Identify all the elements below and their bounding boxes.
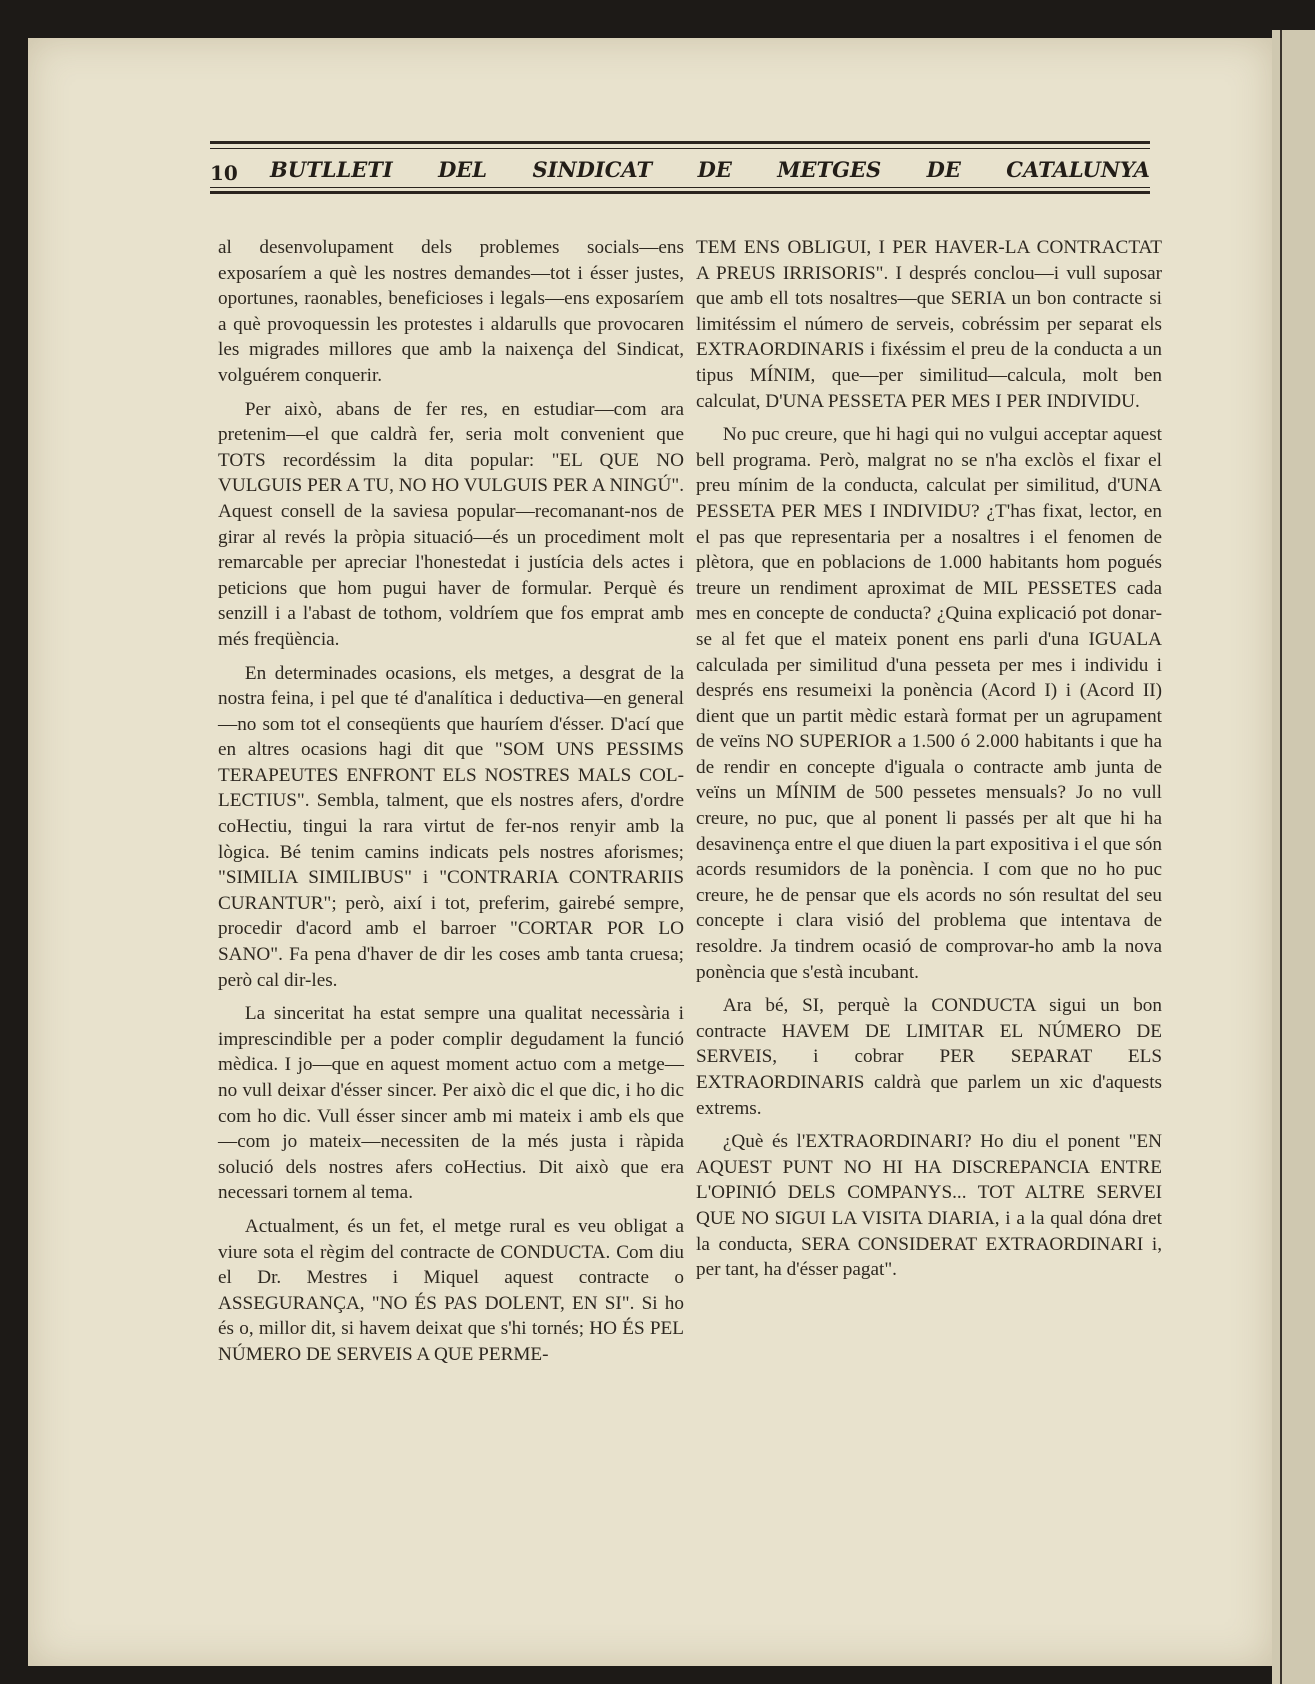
- title-word: DE: [697, 157, 732, 182]
- journal-title: [270, 157, 1150, 182]
- title-word: DEL: [438, 157, 488, 182]
- page-number: 10: [210, 161, 238, 185]
- paragraph: La sinceritat ha estat sempre una qualitat necessària i imprescindible per a poder complir degudament la funció mèdica. I jo—que en aquest moment actuo com a metge—no vull deixar d'ésser sincer. Per això dic el que dic, i ho dic com ho dic. Vull ésser sincer amb mi mateix i amb els que—com jo mateix—necessiten de la més justa i ràpida solució dels nostres afers coHectius. Dit això que era necessari tornem al tema.: [218, 1003, 684, 1204]
- paragraph: TEM ENS OBLIGUI, I PER HAVER-LA CONTRACTAT A PREUS IRRISORIS". I després conclou—i vull suposar que amb ell tots nosaltres—que SERIA un bon contracte si limitéssim el número de serveis, cobréssim per separat els EXTRAORDINARIS i fixéssim el preu de la conducta a un tipus MÍNIM, que—per similitud—calcula, molt ben calculat, D'UNA PESSETA PER MES I PER INDIVIDU.: [696, 237, 1162, 412]
- title-word: DE: [926, 157, 961, 182]
- paragraph: ¿Què és l'EXTRAORDINARI? Ho diu el ponent "EN AQUEST PUNT NO HI HA DISCREPANCIA ENTRE L'OPINIÓ DELS COMPANYS... TOT ALTRE SERVEI QUE NO SIGUI LA VISITA DIARIA, i a la qual dóna dret la conducta, SERA CONSIDERAT EXTRAORDINARI i, per tant, ha d'ésser pagat".: [696, 1131, 1162, 1281]
- page-header: [210, 141, 1150, 195]
- header-rule-bottom: [210, 191, 1150, 194]
- paragraph: Actualment, és un fet, el metge rural es veu obligat a viure sota el règim del contracte de CONDUCTA. Com diu el Dr. Mestres i Miquel aquest contracte o ASSEGURANÇA, "NO ÉS PAS DOLENT, EN SI". Si ho és o, millor dit, si havem deixat que s'hi tornés; HO ÉS PEL NÚMERO DE SERVEIS A QUE PERME-: [218, 1215, 684, 1365]
- left-column: [218, 235, 684, 1376]
- right-column: [696, 235, 1162, 1291]
- header-rule-top-thin: [210, 148, 1150, 149]
- next-page-edge: [1272, 30, 1315, 1684]
- title-word: METGES: [777, 157, 882, 182]
- paragraph: Per això, abans de fer res, en estudiar—com ara pretenim—el que caldrà fer, seria molt convenient que TOTS recordéssim la dita popular: "EL QUE NO VULGUIS PER A TU, NO HO VULGUIS PER A NINGÚ". Aquest consell de la saviesa popular—recomanant-nos de girar al revés la pròpia situació—és un procediment molt remarcable per apreciar l'honestedat i justícia dels actes i peticions que hom pugui haver de formular. Perquè és senzill i a l'abast de tothom, voldríem que fos emprat amb més freqüència.: [218, 398, 684, 650]
- paragraph: No puc creure, que hi hagi qui no vulgui acceptar aquest bell programa. Però, malgrat no se n'ha exclòs el fixar el preu mínim de la conducta, calculat per similitud, d'UNA PESSETA PER MES I INDIVIDU? ¿T'has fixat, lector, en el pas que representaria per a nosaltres i el fenomen de plètora, que en poblacions de 1.000 habitants hom pogués treure un rendiment aproximat de MIL PESSETES cada mes en concepte de conducta? ¿Quina explicació pot donar-se al fet que el mateix ponent ens parli d'una IGUALA calculada per similitud d'una pesseta per mes i individu i després ens resumeixi la ponència (Acord I) i (Acord II) dient que un partit mèdic estarà format per un agrupament de veïns NO SUPERIOR a 1.500 ó 2.000 habitants i que ha de rendir en concepte d'iguala o contracte amb junta de veïns un MÍNIM de 500 pessetes mensuals? Jo no vull creure, no puc, que al ponent li passés per alt que hi ha desavinença entre el que diuen la part expositiva i el que són acords resumidors de la ponència. I com que no ho puc creure, he de pensar que els acords no són resultat del seu concepte i clara visió del problema que intentava de resoldre. Ja tindrem ocasió de comprovar-ho amb la nova ponència que s'està incubant.: [696, 424, 1162, 983]
- header-rule-top: [210, 141, 1150, 144]
- header-rule-bottom-thin: [210, 187, 1150, 188]
- title-word: CATALUNYA: [1006, 157, 1150, 182]
- title-word: BUTLLETI: [270, 157, 393, 182]
- paragraph: En determinades ocasions, els metges, a desgrat de la nostra feina, i pel que té d'analítica i deductiva—en general—no som tot el conseqüents que hauríem d'ésser. D'ací que en altres ocasions hagi dit que "SOM UNS PESSIMS TERAPEUTES ENFRONT ELS NOSTRES MALS COL-LECTIUS". Sembla, talment, que els nostres afers, d'ordre coHectiu, tingui la rara virtut de fer-nos renyir amb la lògica. Bé tenim camins indicats pels nostres aforismes; "SIMILIA SIMILIBUS" i "CONTRARIA CONTRARIIS CURANTUR"; però, així i tot, preferim, gairebé sempre, procedir d'acord amb el barroer "CORTAR POR LO SANO". Fa pena d'haver de dir les coses amb tanta cruesa; però cal dir-les.: [218, 662, 684, 991]
- paragraph: Ara bé, SI, perquè la CONDUCTA sigui un bon contracte HAVEM DE LIMITAR EL NÚMERO DE SERVEIS, i cobrar PER SEPARAT ELS EXTRAORDINARIS caldrà que parlem un xic d'aquests extrems.: [696, 995, 1162, 1119]
- title-word: SINDICAT: [532, 157, 653, 182]
- paragraph: al desenvolupament dels problemes socials—ens exposaríem a què les nostres demandes—tot i ésser justes, oportunes, raonables, beneficioses i legals—ens exposaríem a què provoquessin les protestes i aldarulls que provocaren les migrades millores que amb la naixença del Sindicat, volguérem conquerir.: [218, 237, 684, 386]
